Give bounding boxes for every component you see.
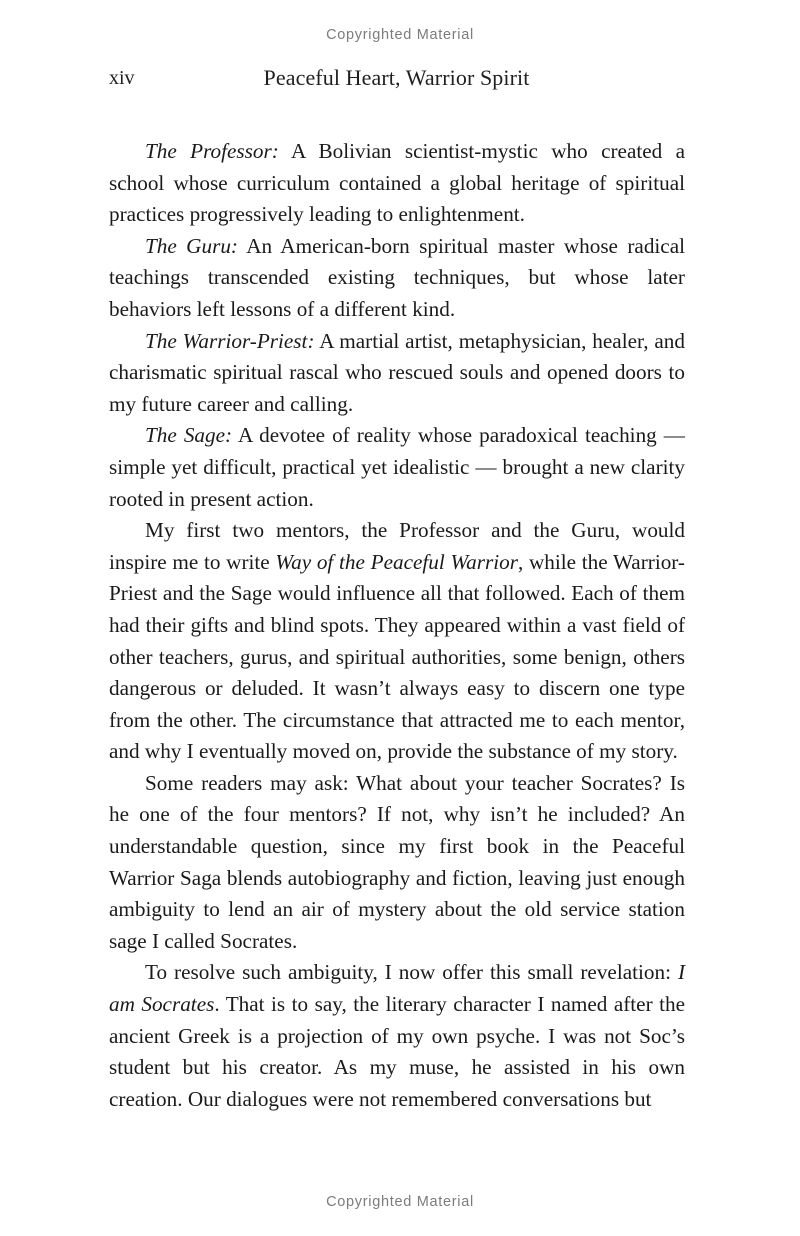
paragraph-mentors-text-after: , while the Warrior-Priest and the Sage would influence all that followed. Each of them had their gifts and blind spots. They appeared within a vast field of other teachers, gurus, and spiritual authorities, some benign, others dangerous or deluded. It wasn’t always easy to discern one type from the other. The circumstance that attracted me to each mentor, and why I eventually moved on, provide the substance of my story. <box>109 549 685 764</box>
page-number: xiv <box>109 67 135 89</box>
paragraph-socrates-question <box>109 768 685 958</box>
copyright-watermark-bottom: Copyrighted Material <box>326 1194 474 1210</box>
mentor-label-sage: The Sage: <box>145 423 233 448</box>
paragraph-guru-text: An American-born spiritual master whose radical teachings transcended existing techniques, but whose later behaviors left lessons of a different kind. <box>109 233 685 321</box>
paragraph-warrior-priest-text: A martial artist, metaphysician, healer, and charismatic spiritual rascal who rescued souls and opened doors to my future career and calling. <box>109 328 685 416</box>
copyright-watermark-top: Copyrighted Material <box>326 27 474 43</box>
mentor-label-warrior-priest: The Warrior-Priest: <box>145 328 315 353</box>
paragraph-revelation <box>109 957 685 1115</box>
paragraph-warrior-priest <box>109 326 685 421</box>
revelation-italic-phrase: I am Socrates <box>109 960 685 1017</box>
paragraph-guru <box>109 231 685 326</box>
paragraph-revelation-text-before: To resolve such ambiguity, I now offer this small revelation: <box>145 960 678 985</box>
body-text-block <box>109 136 685 1115</box>
paragraph-revelation-text-after: . That is to say, the literary character I named after the ancient Greek is a projection of my own psyche. I was not Soc’s student but his creator. As my muse, he assisted in his own creation. Our dialogues were not remembered conversations but <box>109 992 685 1111</box>
paragraph-mentors <box>109 515 685 768</box>
paragraph-mentors-text-before: My first two mentors, the Professor and the Guru, would inspire me to write <box>109 518 685 574</box>
book-title-way-of-the-peaceful-warrior: Way of the Peaceful Warrior <box>275 549 518 574</box>
mentor-label-professor: The Professor: <box>145 139 279 163</box>
paragraph-socrates-question-text: Some readers may ask: What about your teacher Socrates? Is he one of the four mentors? If not, why isn’t he included? An understandable question, since my first book in the Peaceful Warrior Saga blends autobiography and fiction, leaving just enough ambiguity to lend an air of mystery about the old service station sage I called Socrates. <box>109 770 685 953</box>
mentor-label-guru: The Guru: <box>145 233 238 258</box>
paragraph-professor <box>109 136 685 231</box>
running-head-title: Peaceful Heart, Warrior Spirit <box>263 65 530 90</box>
paragraph-sage-text: A devotee of reality whose paradoxical teaching — simple yet difficult, practical yet idealistic — brought a new clarity rooted in present action. <box>109 423 685 511</box>
running-head <box>109 63 684 93</box>
paragraph-professor-text: A Bolivian scientist-mystic who created a school whose curriculum contained a global heritage of spiritual practices progressively leading to enlightenment. <box>109 139 685 227</box>
paragraph-sage <box>109 420 685 515</box>
